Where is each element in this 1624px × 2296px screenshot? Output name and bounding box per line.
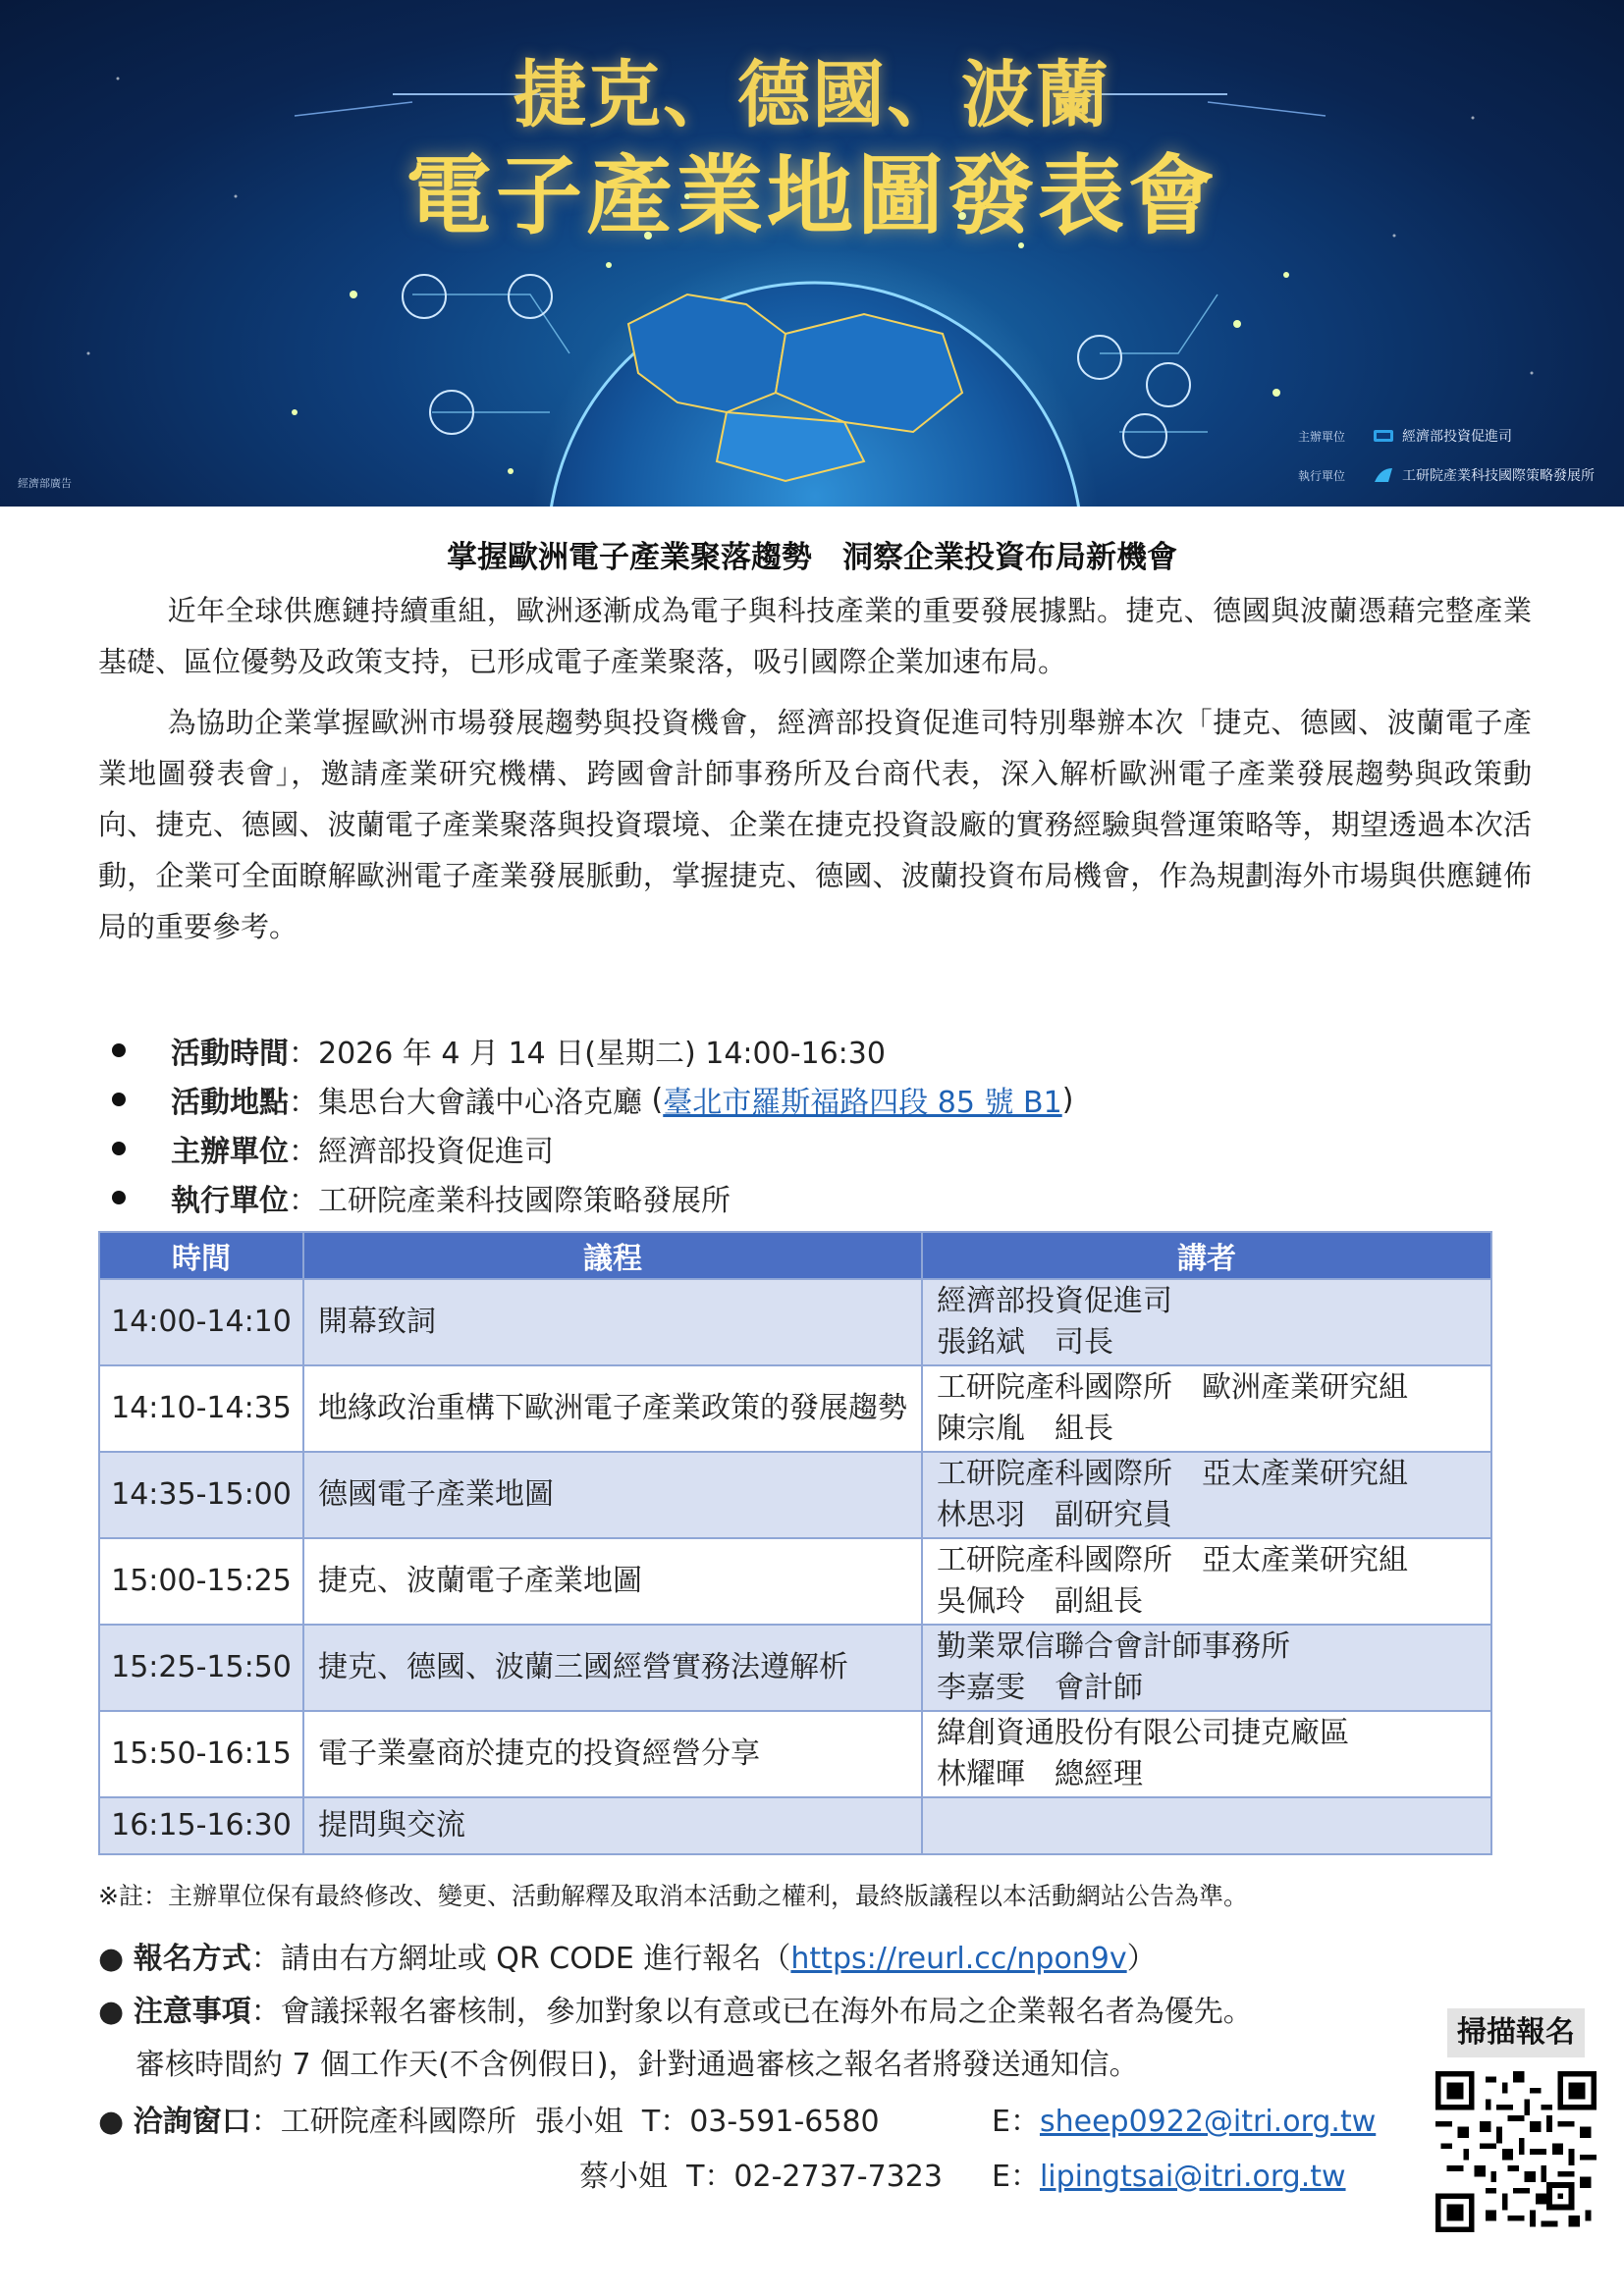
- contact-person-2: 蔡小姐: [579, 2160, 668, 2194]
- agenda-time: 15:00-15:25: [99, 1538, 303, 1625]
- banner-executor-row: [1298, 465, 1595, 485]
- speaker-name: 林思羽 副研究員: [937, 1498, 1172, 1532]
- agenda-speaker: [922, 1711, 1491, 1797]
- agenda-table: [98, 1231, 1492, 1855]
- agenda-time: 16:15-16:30: [99, 1797, 303, 1854]
- agenda-header-time: 時間: [99, 1232, 303, 1279]
- agenda-row: [99, 1279, 1491, 1365]
- agenda-topic: 電子業臺商於捷克的投資經營分享: [303, 1711, 922, 1797]
- qr-label: 掃描報名: [1447, 2008, 1585, 2057]
- banner-executor-name: 工研院產業科技國際策略發展所: [1402, 468, 1595, 484]
- bullet-icon: [112, 1191, 126, 1204]
- bullet-icon: [112, 1142, 126, 1155]
- registration-label: 報名方式: [133, 1942, 251, 1976]
- ad-note: 經濟部廣告: [18, 477, 72, 490]
- agenda-speaker: [922, 1538, 1491, 1625]
- intro-paragraph-2: [98, 697, 1532, 952]
- contact-label: 洽詢窗口: [133, 2105, 251, 2139]
- info-venue: 活動地點 ： 集思台大會議中心洛克廳 ( 臺北市羅斯福路四段 85 號 B1 ): [112, 1078, 1073, 1121]
- agenda-topic: 提問與交流: [303, 1797, 922, 1854]
- agenda-time: 14:35-15:00: [99, 1452, 303, 1538]
- bullet-icon: [112, 1043, 126, 1057]
- contact-email-1-row: [992, 2097, 1376, 2140]
- contact-phone-1: T：03-591-6580: [641, 2105, 880, 2139]
- info-time-value: 2026 年 4 月 14 日(星期二) 14:00-16:30: [318, 1037, 886, 1071]
- speaker-name: 吳佩玲 副組長: [937, 1584, 1143, 1619]
- agenda-row: [99, 1711, 1491, 1797]
- agenda-row: [99, 1538, 1491, 1625]
- bullet-icon: ●: [98, 1995, 134, 2029]
- info-venue-value: 集思台大會議中心洛克廳: [318, 1086, 642, 1120]
- registration-qr-code-icon[interactable]: [1435, 2071, 1597, 2232]
- agenda-topic: 開幕致詞: [303, 1279, 922, 1365]
- agenda-time: 15:25-15:50: [99, 1625, 303, 1711]
- agenda-speaker: [922, 1452, 1491, 1538]
- info-time-label: 活動時間: [171, 1037, 289, 1071]
- intro-paragraph-1: [98, 585, 1532, 687]
- subheading: 掌握歐洲電子產業聚落趨勢 洞察企業投資布局新機會: [447, 540, 1177, 575]
- contact-line-1: [98, 2097, 880, 2140]
- agenda-topic: 德國電子產業地圖: [303, 1452, 922, 1538]
- agenda-header-speaker: 講者: [922, 1232, 1491, 1279]
- info-host-label: 主辦單位: [171, 1135, 289, 1169]
- agenda-header-topic: 議程: [303, 1232, 922, 1279]
- speaker-org: 緯創資通股份有限公司捷克廠區: [937, 1716, 1349, 1750]
- itri-logo-icon: [1373, 466, 1394, 484]
- contact-email-2[interactable]: lipingtsai@itri.org.tw: [1039, 2160, 1346, 2194]
- notice-line-1: [98, 1987, 1253, 2030]
- registration-line: [98, 1934, 1157, 1977]
- notice-text-1: ：會議採報名審核制，參加對象以有意或已在海外布局之企業報名者為優先。: [250, 1995, 1253, 2029]
- banner-host-name: 經濟部投資促進司: [1402, 429, 1512, 445]
- agenda-header-row: [99, 1232, 1491, 1279]
- email-label: E：: [992, 2105, 1040, 2139]
- bullet-icon: ●: [98, 1942, 134, 1976]
- speaker-org: 工研院產科國際所 亞太產業研究組: [937, 1543, 1408, 1577]
- agenda-row: [99, 1625, 1491, 1711]
- banner-host-row: [1298, 426, 1512, 446]
- info-time: 活動時間 ： 2026 年 4 月 14 日(星期二) 14:00-16:30: [112, 1029, 886, 1072]
- intro-paragraph-2-text: 為協助企業掌握歐洲市場發展趨勢與投資機會，經濟部投資促進司特別舉辦本次「捷克、德國、波蘭電子產業地圖發表會」，邀請產業研究機構、跨國會計師事務所及台商代表，深入解析歐洲電子產業發展趨勢與政策動向、捷克、德國、波蘭電子產業聚落與投資環境、企業在捷克投資設廠的實務經驗與營運策略等，期望透過本次活動，企業可全面瞭解歐洲電子產業發展脈動，掌握捷克、德國、波蘭投資布局機會，作為規劃海外市場與供應鏈佈局的重要參考。: [98, 706, 1532, 943]
- bullet-icon: [112, 1093, 126, 1106]
- speaker-org: 工研院產科國際所 亞太產業研究組: [937, 1457, 1408, 1491]
- notice-label: 注意事項: [133, 1995, 251, 2029]
- agenda-row: [99, 1365, 1491, 1452]
- agenda-topic: 捷克、德國、波蘭三國經營實務法遵解析: [303, 1625, 922, 1711]
- notice-line-2: 審核時間約 7 個工作天(不含例假日)，針對通過審核之報名者將發送通知信。: [135, 2048, 1139, 2082]
- banner-host-label: 主辦單位: [1298, 429, 1346, 444]
- agenda-row: [99, 1452, 1491, 1538]
- agenda-speaker: [922, 1797, 1491, 1854]
- contact-org: ：工研院產科國際所: [250, 2105, 516, 2139]
- intro-paragraph-1-text: 近年全球供應鏈持續重組，歐洲逐漸成為電子與科技產業的重要發展據點。捷克、德國與波蘭憑藉完整產業基礎、區位優勢及政策支持，已形成電子產業聚落，吸引國際企業加速布局。: [98, 594, 1532, 678]
- agenda-time: 14:00-14:10: [99, 1279, 303, 1365]
- speaker-org: 勤業眾信聯合會計師事務所: [937, 1629, 1290, 1664]
- contact-person-1: 張小姐: [534, 2105, 623, 2139]
- info-executor: 執行單位 ： 工研院產業科技國際策略發展所: [112, 1176, 731, 1219]
- info-executor-value: 工研院產業科技國際策略發展所: [318, 1184, 731, 1218]
- agenda-time: 14:10-14:35: [99, 1365, 303, 1452]
- speaker-org: 經濟部投資促進司: [937, 1284, 1172, 1318]
- agenda-speaker: [922, 1365, 1491, 1452]
- agenda-speaker: [922, 1279, 1491, 1365]
- banner-executor-label: 執行單位: [1298, 468, 1346, 483]
- speaker-name: 張銘斌 司長: [937, 1325, 1113, 1360]
- contact-email-2-row: [992, 2152, 1346, 2195]
- banner-title-event: 電子產業地圖發表會: [405, 145, 1218, 246]
- bullet-icon: ●: [98, 2105, 134, 2139]
- info-host-value: 經濟部投資促進司: [318, 1135, 554, 1169]
- ministry-logo-icon: [1373, 427, 1394, 445]
- registration-text: ：請由右方網址或 QR CODE 進行報名（: [250, 1942, 791, 1976]
- info-executor-label: 執行單位: [171, 1184, 289, 1218]
- disclaimer-note: ※註：主辦單位保有最終修改、變更、活動解釋及取消本活動之權利，最終版議程以本活動網站公告為準。: [98, 1882, 1248, 1910]
- contact-email-1[interactable]: sheep0922@itri.org.tw: [1039, 2105, 1377, 2139]
- speaker-org: 工研院產科國際所 歐洲產業研究組: [937, 1370, 1408, 1405]
- agenda-time: 15:50-16:15: [99, 1711, 303, 1797]
- contact-line-2: [579, 2152, 943, 2195]
- agenda-speaker: [922, 1625, 1491, 1711]
- agenda-topic: 地緣政治重構下歐洲電子產業政策的發展趨勢: [303, 1365, 922, 1452]
- info-venue-label: 活動地點: [171, 1086, 289, 1120]
- speaker-name: 李嘉雯 會計師: [937, 1671, 1143, 1705]
- speaker-name: 林耀暉 總經理: [937, 1757, 1143, 1791]
- event-banner: [0, 0, 1624, 507]
- registration-link[interactable]: https://reurl.cc/npon9v: [790, 1942, 1127, 1976]
- agenda-topic: 捷克、波蘭電子產業地圖: [303, 1538, 922, 1625]
- info-host: 主辦單位 ： 經濟部投資促進司: [112, 1127, 554, 1170]
- agenda-row: [99, 1797, 1491, 1854]
- registration-close: ）: [1126, 1942, 1157, 1976]
- email-label: E：: [992, 2160, 1040, 2194]
- venue-address-link[interactable]: 臺北市羅斯福路四段 85 號 B1: [663, 1086, 1062, 1120]
- banner-title-countries: 捷克、德國、波蘭: [514, 53, 1110, 137]
- speaker-name: 陳宗胤 組長: [937, 1412, 1113, 1446]
- contact-phone-2: T：02-2737-7323: [686, 2160, 943, 2194]
